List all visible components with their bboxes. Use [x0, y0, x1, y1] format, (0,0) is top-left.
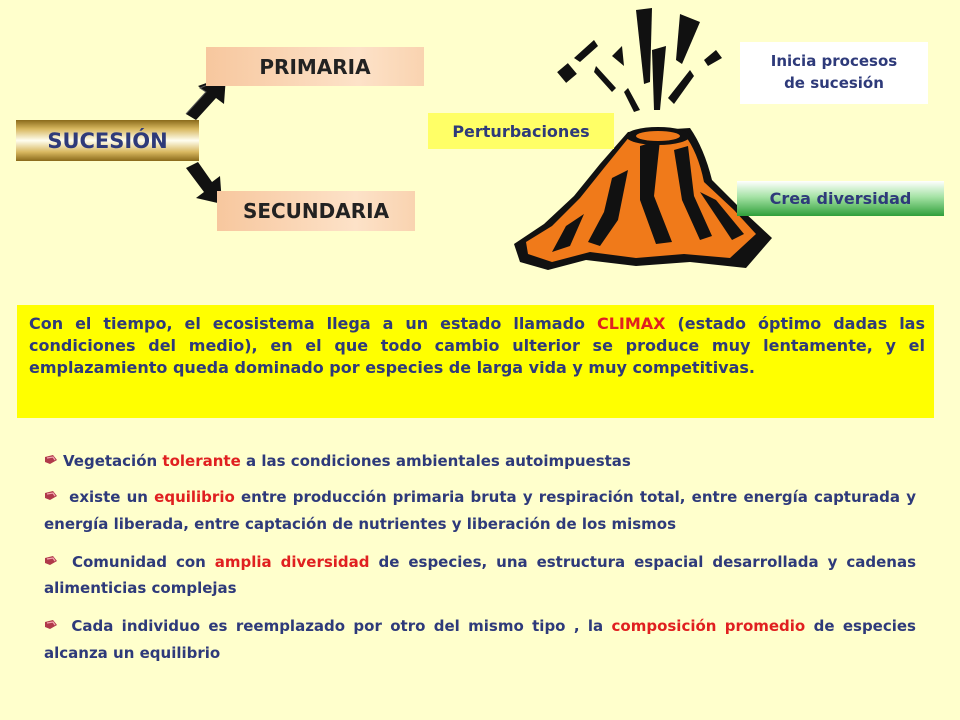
- climax-rest: (estado óptimo dadas las condiciones del medio), en el que todo cambio ulterior se produce muy lentamente, y el emplazamiento queda dominado por especies de larga vida y muy competitivas.: [29, 314, 925, 378]
- bullet-2-after: entre producción primaria bruta y respiración total, entre energía capturada y energía liberada, entre captación de nutrientes y liberación de los mismos: [44, 488, 916, 533]
- bullet-1-after: a las condiciones ambientales autoimpuestas: [240, 452, 631, 470]
- climax-intro: Con el tiempo, el ecosistema llega a un estado llamado: [29, 314, 597, 333]
- bullet-1-highlight: tolerante: [162, 452, 241, 470]
- secundaria-label: SECUNDARIA: [242, 199, 390, 223]
- list-item: [44, 549, 916, 602]
- bullet-2-highlight: equilibrio: [154, 488, 235, 507]
- crea-diversidad-label: Crea diversidad: [769, 189, 912, 208]
- list-item: [44, 448, 916, 474]
- bullet-4-highlight: composición promedio: [611, 617, 806, 636]
- bullet-2-before: existe un: [63, 488, 155, 507]
- bullet-icon: [44, 490, 58, 501]
- bullet-3-after: de especies, una estructura espacial desarrollada y cadenas alimenticias complejas: [44, 552, 917, 597]
- sucesion-node: [16, 120, 199, 161]
- bullet-1-before: Vegetación: [63, 452, 163, 470]
- sucesion-label: SUCESIÓN: [47, 128, 168, 153]
- bullet-icon: [44, 619, 58, 630]
- climax-paragraph: [17, 305, 934, 418]
- primaria-node: [206, 47, 424, 86]
- primaria-label: PRIMARIA: [259, 54, 371, 79]
- inicia-line-1: Inicia procesos: [770, 52, 898, 71]
- perturbaciones-label-box: [428, 113, 614, 149]
- bullet-4-after: de especies alcanza un equilibrio: [44, 617, 916, 662]
- bullet-icon: [44, 454, 58, 465]
- climax-term: CLIMAX: [596, 314, 666, 333]
- inicia-procesos-box: [740, 42, 928, 104]
- list-item: [44, 613, 916, 666]
- bullet-4-before: Cada individuo es reemplazado por otro del mismo tipo , la: [63, 617, 612, 636]
- secundaria-node: [217, 191, 415, 231]
- bullet-3-before: Comunidad con: [63, 552, 215, 571]
- crea-diversidad-box: [737, 181, 944, 216]
- bullet-3-highlight: amplia diversidad: [214, 552, 370, 571]
- inicia-line-2: de sucesión: [784, 74, 884, 92]
- bullet-list: [44, 448, 916, 666]
- bullet-icon: [44, 555, 58, 566]
- perturbaciones-label: Perturbaciones: [452, 121, 590, 141]
- list-item: [44, 484, 916, 537]
